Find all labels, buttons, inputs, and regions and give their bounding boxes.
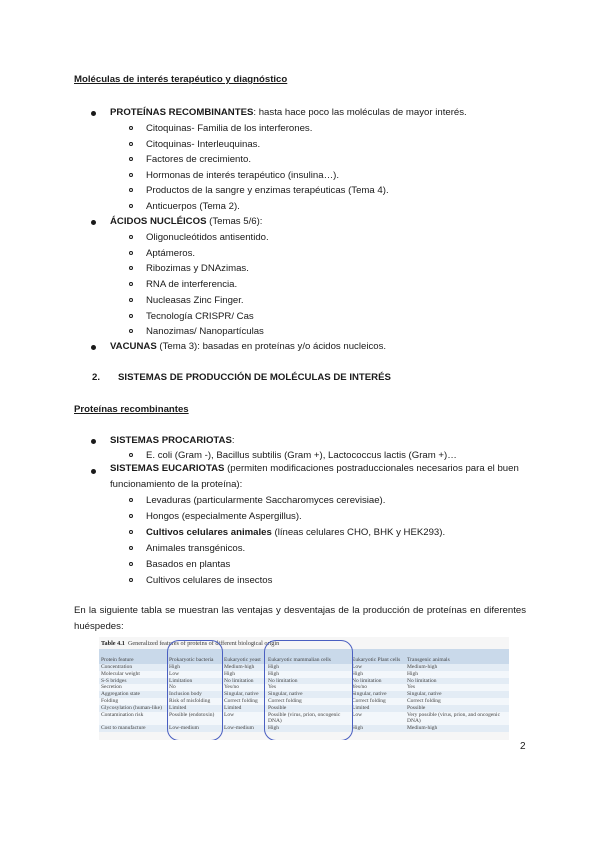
table-cell: Possible (endotoxin) [167,712,222,726]
table-cell: High [405,671,509,678]
sub-bullet-circle [129,235,133,239]
table-cell: Medium-high [405,725,509,732]
table-row [99,712,509,726]
table-header-cell: Eukaryotic yeast [222,649,266,664]
table-cell: Possible [405,705,509,712]
table-cell: Glycosylation (human-like) [99,705,167,712]
bullet-dot [91,469,96,474]
sub-bullet-circle [129,282,133,286]
sub-bullet-circle [129,329,133,333]
table-row [99,691,509,698]
table-cell: Risk of misfolding [167,698,222,705]
list-item [146,526,445,539]
table-cell: Molecular weight [99,671,167,678]
table-cell: Singular, native [266,691,350,698]
table-row [99,664,509,671]
bullet-text: (permiten modificaciones postraduccionales necesarios para el buen funcionamiento de la proteína): [110,463,519,490]
sub-bullet-circle [129,453,133,457]
table-row [99,705,509,712]
table-cell: High [167,664,222,671]
table-cell: Low [350,712,405,726]
table-cell: No limitation [405,678,509,685]
list-item: Anticuerpos (Tema 2). [146,200,240,212]
bullet-dot [91,439,96,444]
table-cell: Low [222,712,266,726]
table-cell: Limited [350,705,405,712]
table-cell: Low [350,664,405,671]
sub-bullet-circle [129,498,133,502]
table-row [99,671,509,678]
list-item [146,542,245,555]
table-cell: S-S bridges [99,678,167,685]
table-cell: No limitation [266,678,350,685]
sub-bullet-circle [129,578,133,582]
sub-bullet-circle [129,142,133,146]
table-header-cell: Transgenic animals [405,649,509,664]
sub-bullet-circle [129,251,133,255]
section-2-title [92,372,391,383]
table-cell: Limitation [167,678,222,685]
table-cell: Medium-high [405,664,509,671]
table-header-cell: Eukaryotic mammalian cells [266,649,350,664]
sub-bullet-circle [129,204,133,208]
table-cell: No limitation [222,678,266,685]
table-cell: Low-medium [222,725,266,732]
table-header-cell: Protein feature [99,649,167,664]
section-heading: Moléculas de interés terapéutico y diagnóstico [74,74,288,85]
table-cell: Yes/no [222,684,266,691]
table-cell: High [266,725,350,732]
table-cell: Secretion [99,684,167,691]
table-cell: Yes [266,684,350,691]
table-cell: Correct folding [222,698,266,705]
table-cell: Correct folding [405,698,509,705]
table-cell: Folding [99,698,167,705]
sub-bullet-circle [129,562,133,566]
table-cell: Concentration [99,664,167,671]
table-cell: Singular, native [350,691,405,698]
caption-text: Generalized features of proteins of different biological origin [127,640,280,647]
table-cell: Cost to manufacture [99,725,167,732]
list-item-text: Levaduras (particularmente Saccharomyces cerevisiae). [146,495,386,506]
table-cell: Singular, native [405,691,509,698]
bullet-label: PROTEÍNAS RECOMBINANTES [110,107,254,118]
bullet-recombinant [110,106,467,119]
bullet-eukaryotic [110,461,530,493]
table-figure [99,637,509,740]
list-item: Nanozimas/ Nanopartículas [146,326,264,338]
bullet-nucleic [110,215,262,228]
sub-bullet-circle [129,188,133,192]
bullet-label: VACUNAS [110,341,157,352]
list-item: Citoquinas- Interleuquinas. [146,138,261,150]
list-item: Aptámeros. [146,247,196,259]
list-item: Hormonas de interés terapéutico (insulina…). [146,169,340,181]
table-cell: Correct folding [350,698,405,705]
comparison-table [99,649,509,732]
table-cell: Limited [222,705,266,712]
sub-bullet-circle [129,314,133,318]
sub-bullet-circle [129,530,133,534]
table-cell: Possible (virus, prion, oncogenic DNA) [266,712,350,726]
table-cell: No limitation [350,678,405,685]
bullet-text: : [231,435,235,446]
table-cell: Singular, native [222,691,266,698]
table-cell: Low-medium [167,725,222,732]
bullet-dot [91,345,96,350]
section-title-text: SISTEMAS DE PRODUCCIÓN DE MOLÉCULAS DE INTERÉS [118,372,391,383]
table-row [99,725,509,732]
table-cell: Possible [266,705,350,712]
table-cell: High [350,671,405,678]
list-item: Productos de la sangre y enzimas terapéuticas (Tema 4). [146,185,389,196]
sub-bullet-circle [129,126,133,130]
list-item: Ribozimas y DNAzimas. [146,263,249,275]
table-cell: Yes/no [350,684,405,691]
table-cell: High [350,725,405,732]
list-item-text: Cultivos celulares de insectos [146,575,273,586]
list-item: Oligonucleótidos antisentido. [146,232,269,243]
bullet-text: (Tema 3): basadas en proteínas y/o ácidos nucleicos. [156,341,387,352]
table-cell: Contamination risk [99,712,167,726]
table-cell: Low [167,671,222,678]
list-item [146,510,302,523]
table-cell: Limited [167,705,222,712]
table-cell: High [266,664,350,671]
subheading: Proteínas recombinantes [74,404,189,415]
table-row [99,678,509,685]
table-cell: Correct folding [266,698,350,705]
list-item [146,574,272,587]
table-header-cell: Eukaryotic Plant cells [350,649,405,664]
bullet-text: : hasta hace poco las moléculas de mayor interés. [253,107,467,118]
bullet-dot [91,220,96,225]
section-number: 2. [92,372,101,383]
list-item: Citoquinas- Familia de los interferones. [146,123,313,134]
table-cell: Inclusion body [167,691,222,698]
table-cell: Yes [405,684,509,691]
list-item [146,494,385,507]
figure-caption [101,640,279,647]
bullet-label: SISTEMAS PROCARIOTAS [110,435,232,446]
list-item-bold: Cultivos celulares animales [146,527,272,538]
bullet-text: (Temas 5/6): [206,216,263,227]
table-row [99,698,509,705]
bullet-label: SISTEMAS EUCARIOTAS [110,463,225,474]
table-cell: No [167,684,222,691]
bullet-label: ÁCIDOS NUCLÉICOS [110,216,207,227]
table-row [99,684,509,691]
list-item: Tecnología CRISPR/ Cas [146,310,254,322]
list-item: Factores de crecimiento. [146,154,252,165]
table-cell: Medium-high [222,664,266,671]
table-cell: High [266,671,350,678]
sub-bullet-circle [129,266,133,270]
page-number: 2 [520,741,526,752]
list-item-text: Animales transgénicos. [146,543,246,554]
table-cell: Very possible (virus, prion, and oncogenic DNA) [405,712,509,726]
table-header-cell: Prokaryotic bacteria [167,649,222,664]
table-cell: Aggregation state [99,691,167,698]
sub-bullet-circle [129,157,133,161]
sub-bullet-circle [129,298,133,302]
bullet-prokaryotic [110,434,235,447]
sub-bullet-circle [129,546,133,550]
list-item-text: Hongos (especialmente Aspergillus). [146,511,302,522]
list-item [146,558,230,571]
bullet-dot [91,111,96,116]
bullet-vaccines [110,340,386,353]
list-item: Nucleasas Zinc Finger. [146,294,244,306]
table-intro: En la siguiente tabla se muestran las ventajas y desventajas de la producción de proteínas en diferentes huéspedes: [74,605,526,632]
list-item: RNA de interferencia. [146,279,238,291]
list-item-text: (líneas celulares CHO, BHK y HEK293). [271,527,446,538]
sub-bullet-circle [129,514,133,518]
list-item: E. coli (Gram -), Bacillus subtilis (Gram +), Lactococcus lactis (Gram +)… [146,450,457,461]
sub-bullet-circle [129,173,133,177]
list-item-text: Basados en plantas [146,559,231,570]
caption-label: Table 4.1 [101,640,125,647]
table-cell: High [222,671,266,678]
